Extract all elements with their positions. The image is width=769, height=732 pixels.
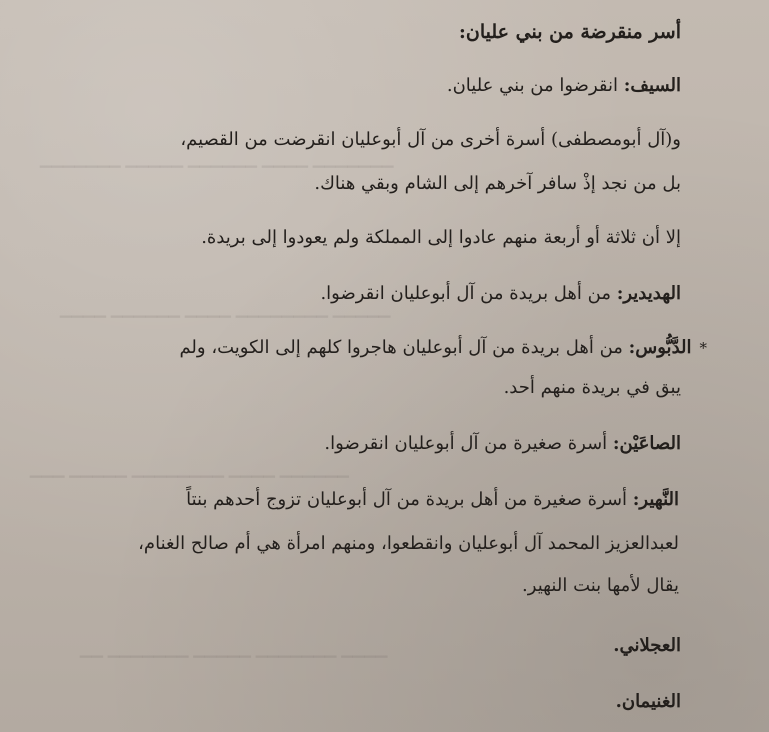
- entry-term: الهديدير:: [616, 283, 681, 304]
- entry-alnuhair: [7, 488, 679, 512]
- entry-term: الغنيمان.: [615, 691, 681, 712]
- entry-text: أسرة صغيرة من آل أبوعليان انقرضوا.: [324, 433, 613, 454]
- entry-text: انقرضوا من بني عليان.: [446, 75, 624, 96]
- entry-text: من أهل بريدة من آل أبوعليان انقرضوا.: [320, 283, 617, 304]
- show-through-texture: ▁▁▁▁▁▁ ▁▁▁▁ ▁▁▁▁▁▁▁▁ ▁▁▁▁▁ ▁▁▁: [30, 460, 349, 478]
- paragraph-line: بل من نجد إذْ سافر آخرهم إلى الشام وبقي هناك.: [314, 173, 681, 194]
- page-title: أسر منقرضة من بني عليان:: [458, 21, 681, 43]
- show-through-texture: ▁▁▁▁▁▁▁ ▁▁▁▁ ▁▁▁▁▁▁ ▁▁▁▁▁ ▁▁▁▁▁▁▁: [40, 150, 394, 168]
- entry-term: العجلاني.: [613, 635, 681, 656]
- paragraph-line: و(آل أبومصطفى) أسرة أخرى من آل أبوعليان انقرضت من القصيم،: [180, 129, 681, 150]
- paragraph-line: إلا أن ثلاثة أو أربعة منهم عادوا إلى المملكة ولم يعودوا إلى بريدة.: [201, 227, 681, 248]
- show-through-texture: ▁▁▁▁ ▁▁▁▁▁▁▁ ▁▁▁▁▁ ▁▁▁▁▁▁▁ ▁▁: [80, 640, 388, 658]
- entry-term: السيف:: [623, 75, 681, 96]
- entry-alghunaiman: [41, 690, 681, 714]
- paragraph-line: يقال لأمها بنت النهير.: [522, 575, 679, 596]
- paragraph-line: يبق في بريدة منهم أحد.: [503, 377, 681, 398]
- entry-text: أسرة صغيرة من أهل بريدة من آل أبوعليان تزوج أحدهم بنتاً: [186, 489, 633, 510]
- entry-term: الدَّبُّوس:: [628, 337, 692, 358]
- entry-alsaif: [41, 74, 681, 98]
- entry-aldabbous: [17, 336, 707, 360]
- entry-alajlani: [41, 634, 681, 658]
- entry-alsaain: [41, 432, 681, 456]
- entry-term: النَّهير:: [632, 489, 679, 510]
- entry-text: من أهل بريدة من آل أبوعليان هاجروا كلهم إلى الكويت، ولم: [179, 337, 629, 358]
- show-through-texture: ▁▁▁▁▁ ▁▁▁▁▁▁▁▁ ▁▁▁▁ ▁▁▁▁▁▁ ▁▁▁▁: [60, 300, 391, 318]
- star-marker: *: [699, 339, 707, 357]
- entry-alhudaidir: [41, 282, 681, 306]
- paragraph-line: لعبدالعزيز المحمد آل أبوعليان وانقطعوا، ومنهم امرأة هي أم صالح الغنام،: [138, 533, 679, 554]
- entry-term: الصاعَيْن:: [612, 433, 681, 454]
